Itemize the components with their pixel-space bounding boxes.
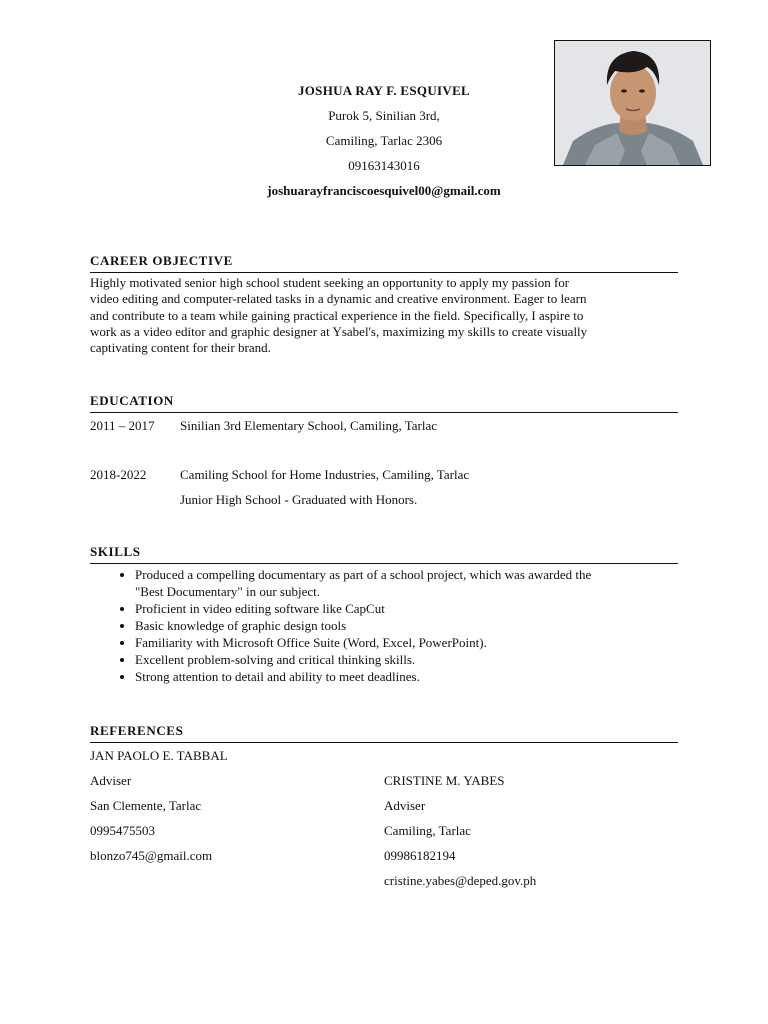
applicant-name: JOSHUA RAY F. ESQUIVEL — [297, 83, 471, 98]
section-heading: CAREER OBJECTIVE — [90, 253, 678, 273]
skill-item: • Proficient in video editing software like CapCut — [135, 600, 678, 617]
reference-2 — [384, 768, 678, 893]
reference-phone: 09986182194 — [384, 848, 456, 863]
section-heading: EDUCATION — [90, 393, 678, 413]
reference-role: Adviser — [384, 798, 426, 813]
skill-text: "Best Documentary" in our subject. — [135, 584, 320, 599]
objective-line: Highly motivated senior high school student seeking an opportunity to apply my passion for — [90, 275, 570, 290]
objective-line: and contribute to a team while gaining practical experience in the field. Specifically, I aspire to — [90, 307, 584, 323]
education-entry — [90, 413, 678, 438]
contact-header — [190, 78, 578, 203]
skills-list — [90, 566, 678, 685]
address-line-1: Purok 5, Sinilian 3rd, — [328, 108, 440, 123]
school-name: Sinilian 3rd Elementary School, Camiling, Tarlac — [180, 418, 437, 433]
education-section — [90, 393, 678, 512]
references-section — [90, 723, 678, 893]
reference-location: San Clemente, Tarlac — [90, 798, 202, 813]
section-heading: REFERENCES — [90, 723, 678, 743]
reference-location: Camiling, Tarlac — [384, 823, 471, 838]
career-objective-section — [90, 253, 678, 356]
email-address: joshuarayfranciscoesquivel00@gmail.com — [267, 183, 501, 198]
skill-item: • Basic knowledge of graphic design tools — [135, 617, 678, 634]
education-years: 2011 – 2017 — [90, 418, 155, 433]
reference-email: blonzo745@gmail.com — [90, 848, 213, 863]
education-detail: Junior High School - Graduated with Honors. — [180, 492, 418, 507]
skills-section — [90, 544, 678, 685]
objective-line: captivating content for their brand. — [90, 340, 271, 356]
objective-line: video editing and computer-related tasks in a dynamic and creative environment. Eager to learn — [90, 291, 587, 307]
education-detail-row — [90, 487, 678, 512]
skill-item — [135, 566, 678, 600]
objective-text — [90, 275, 678, 356]
skill-item: • Familiarity with Microsoft Office Suite (Word, Excel, PowerPoint). — [135, 634, 678, 651]
section-heading: SKILLS — [90, 544, 678, 564]
phone-number: 09163143016 — [348, 158, 420, 173]
reference-phone: 0995475503 — [90, 823, 155, 838]
objective-line: work as a video editor and graphic designer at Ysabel's, maximizing my skills to create visually — [90, 323, 588, 339]
profile-photo — [554, 40, 711, 166]
skill-text: Produced a compelling documentary as part of a school project, which was awarded the — [135, 567, 592, 582]
reference-1 — [90, 743, 384, 893]
address-line-2: Camiling, Tarlac 2306 — [325, 133, 443, 148]
reference-email: cristine.yabes@deped.gov.ph — [384, 873, 537, 888]
references-columns — [90, 743, 678, 893]
skill-item: • Excellent problem-solving and critical thinking skills. — [135, 651, 678, 668]
reference-name: CRISTINE M. YABES — [384, 773, 505, 788]
reference-role: Adviser — [90, 773, 132, 788]
skill-item: • Strong attention to detail and ability to meet deadlines. — [135, 668, 678, 685]
school-name: Camiling School for Home Industries, Camiling, Tarlac — [180, 467, 470, 482]
person-portrait-icon — [555, 41, 710, 165]
education-entry — [90, 462, 678, 487]
education-years: 2018-2022 — [90, 467, 147, 482]
reference-name: JAN PAOLO E. TABBAL — [90, 748, 228, 763]
